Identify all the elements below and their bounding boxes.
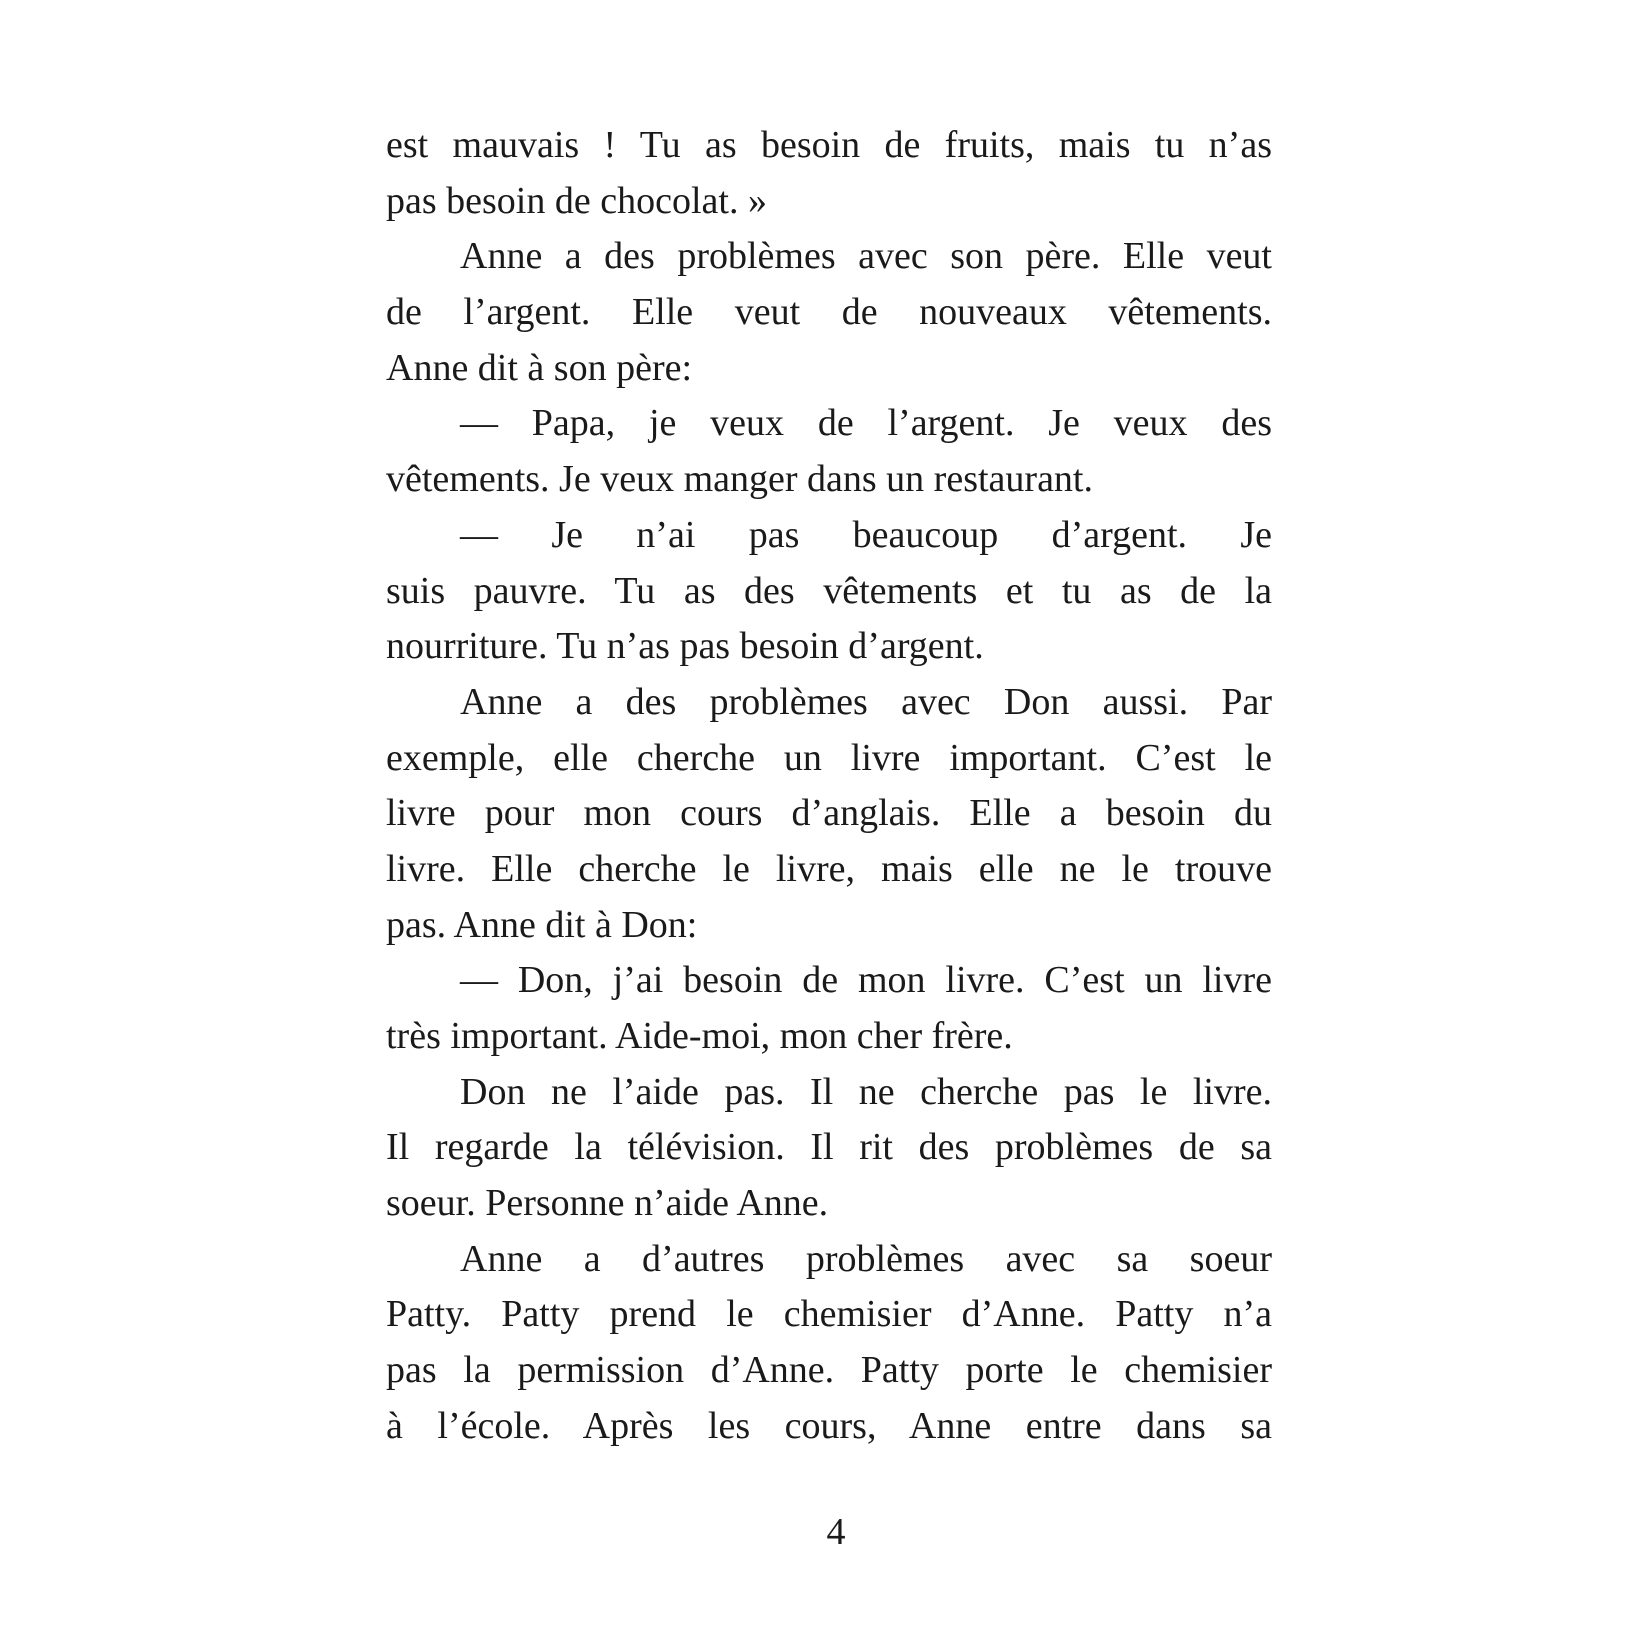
text-line: de l’argent. Elle veut de nouveaux vêtements. [386,291,1272,334]
text-line: Anne a des problèmes avec son père. Elle veut [460,235,1272,278]
text-line: exemple, elle cherche un livre important. C’est le [386,736,1272,779]
text-line: Il regarde la télévision. Il rit des problèmes de sa [386,1126,1272,1169]
text-line: — Don, j’ai besoin de mon livre. C’est un livre [460,959,1272,1002]
text-line: est mauvais ! Tu as besoin de fruits, mais tu n’as [386,124,1272,166]
text-line: pas la permission d’Anne. Patty porte le chemisier [386,1349,1272,1392]
text-line: livre. Elle cherche le livre, mais elle ne le trouve [386,847,1272,890]
text-line: — Papa, je veux de l’argent. Je veux des [460,402,1272,445]
text-line: nourriture. Tu n’as pas besoin d’argent. [386,625,984,668]
text-line: — Je n’ai pas beaucoup d’argent. Je [460,513,1272,556]
text-line: très important. Aide-moi, mon cher frère. [386,1015,1013,1057]
text-line: pas. Anne dit à Don: [386,903,698,946]
text-line: livre pour mon cours d’anglais. Elle a besoin du [386,792,1272,835]
text-line: Patty. Patty prend le chemisier d’Anne. Patty n’a [386,1293,1272,1336]
page-number: 4 [826,1511,846,1553]
text-line: Anne a des problèmes avec Don aussi. Par [460,680,1272,723]
text-line: Don ne l’aide pas. Il ne cherche pas le livre. [460,1070,1272,1113]
text-line: vêtements. Je veux manger dans un restaurant. [386,458,1093,501]
text-line: Anne dit à son père: [386,346,693,389]
text-line: pas besoin de chocolat. » [386,179,767,222]
text-line: à l’école. Après les cours, Anne entre dans sa [386,1404,1272,1447]
body-text [386,118,1272,1455]
text-line: suis pauvre. Tu as des vêtements et tu as de la [386,569,1272,612]
text-line: Anne a d’autres problèmes avec sa soeur [460,1237,1272,1280]
text-line: soeur. Personne n’aide Anne. [386,1182,829,1225]
